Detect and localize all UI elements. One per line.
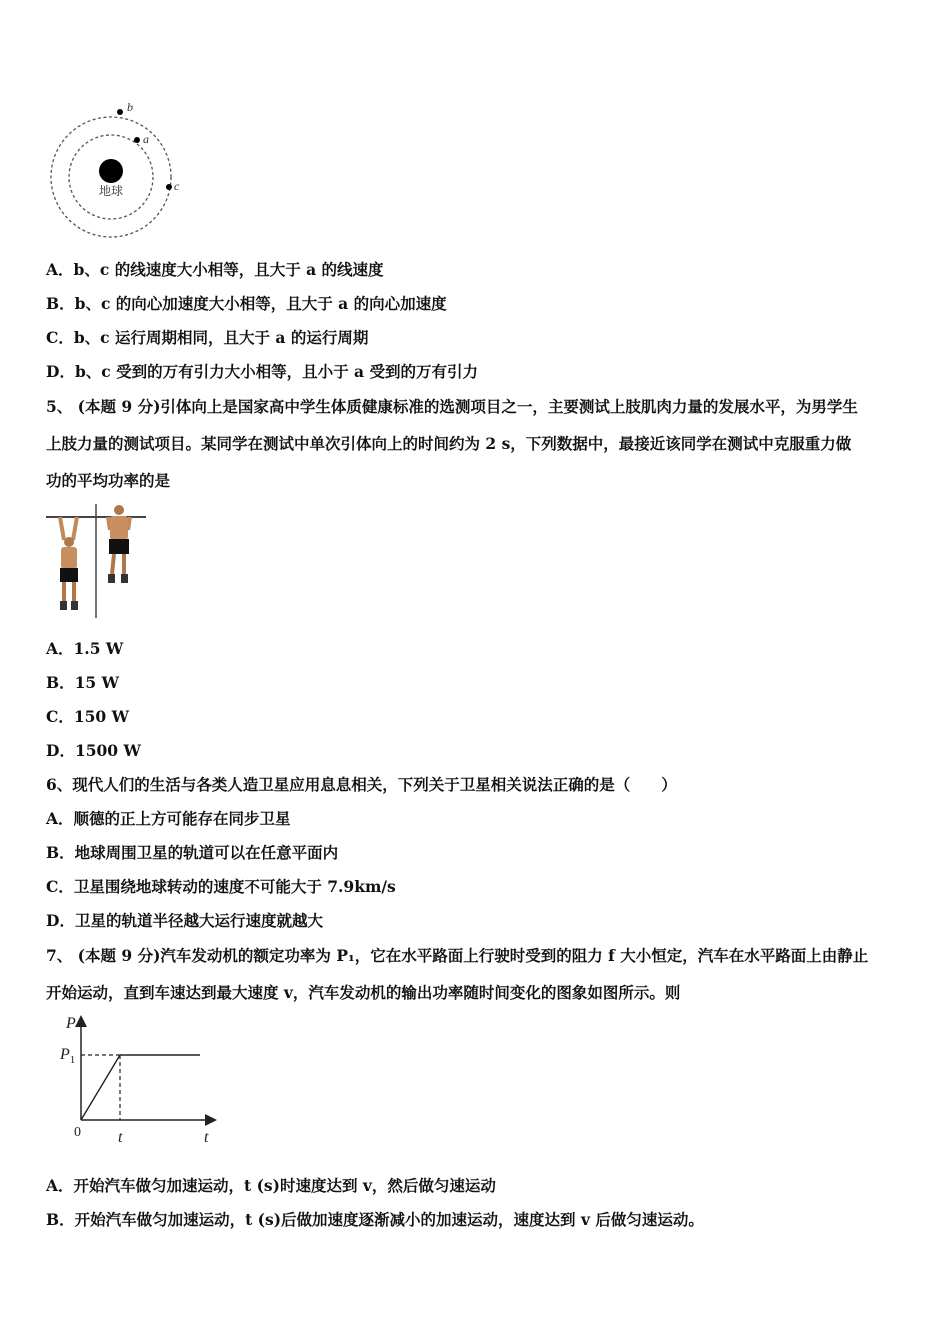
q4-option-a: A．b、c 的线速度大小相等，且大于 a 的线速度 (46, 260, 384, 279)
person-pulled-up-icon (108, 505, 130, 583)
satellite-a-dot (134, 137, 140, 143)
pull-up-figure (44, 502, 148, 620)
q7-option-a: A．开始汽车做匀加速运动，t (s)时速度达到 v，然后做匀速运动 (46, 1176, 496, 1195)
q4-option-b: B．b、c 的向心加速度大小相等，且大于 a 的向心加速度 (46, 294, 447, 313)
t-mark-label: t (118, 1129, 123, 1146)
x-axis-label: t (204, 1129, 209, 1146)
origin-label: 0 (74, 1125, 81, 1140)
satellite-b-dot (117, 109, 123, 115)
power-time-graph (56, 1010, 226, 1150)
y-axis-label: P (66, 1015, 76, 1032)
earth-icon (99, 159, 123, 183)
satellite-c-label: c (174, 179, 180, 193)
q5-option-c: C．150 W (46, 707, 129, 726)
ramp-segment (81, 1055, 120, 1120)
q6-option-b: B．地球周围卫星的轨道可以在任意平面内 (46, 843, 339, 862)
q6-option-d: D．卫星的轨道半径越大运行速度就越大 (46, 911, 323, 930)
orbit-figure (44, 98, 194, 238)
q4-option-d: D．b、c 受到的万有引力大小相等，且小于 a 受到的万有引力 (46, 362, 478, 381)
q5-option-a: A．1.5 W (46, 639, 124, 658)
q7-stem-line-1: 7、 (本题 9 分)汽车发动机的额定功率为 P₁，它在水平路面上行驶时受到的阻力 f 大小恒定，汽车在水平路面上由静止 (46, 946, 869, 965)
earth-label: 地球 (99, 184, 124, 198)
q7-stem-line-2: 开始运动，直到车速达到最大速度 v，汽车发动机的输出功率随时间变化的图象如图所示。则 (46, 983, 681, 1002)
q5-stem-line-2: 上肢力量的测试项目。某同学在测试中单次引体向上的时间约为 2 s，下列数据中，最接近该同学在测试中克服重力做 (46, 434, 852, 453)
q6-stem: 6、现代人们的生活与各类人造卫星应用息息相关，下列关于卫星相关说法正确的是（ ） (46, 775, 677, 794)
satellite-c-dot (166, 184, 172, 190)
satellite-b-label: b (127, 100, 133, 114)
q5-option-b: B．15 W (46, 673, 119, 692)
person-hanging-icon (60, 517, 78, 610)
q5-stem-line-1: 5、 (本题 9 分)引体向上是国家高中学生体质健康标准的选测项目之一，主要测试上肢肌肉力量的发展水平，为男学生 (46, 397, 858, 416)
q6-option-a: A．顺德的正上方可能存在同步卫星 (46, 809, 291, 828)
satellite-a-label: a (143, 132, 149, 146)
q6-option-c: C．卫星围绕地球转动的速度不可能大于 7.9km/s (46, 877, 396, 896)
q5-stem-line-3: 功的平均功率的是 (46, 471, 171, 490)
p1-label: $P_1$ (60, 1046, 76, 1066)
q5-option-d: D．1500 W (46, 741, 141, 760)
q7-option-b: B．开始汽车做匀加速运动，t (s)后做加速度逐渐减小的加速运动，速度达到 v 后做匀速运动。 (46, 1210, 704, 1229)
q4-option-c: C．b、c 运行周期相同，且大于 a 的运行周期 (46, 328, 369, 347)
